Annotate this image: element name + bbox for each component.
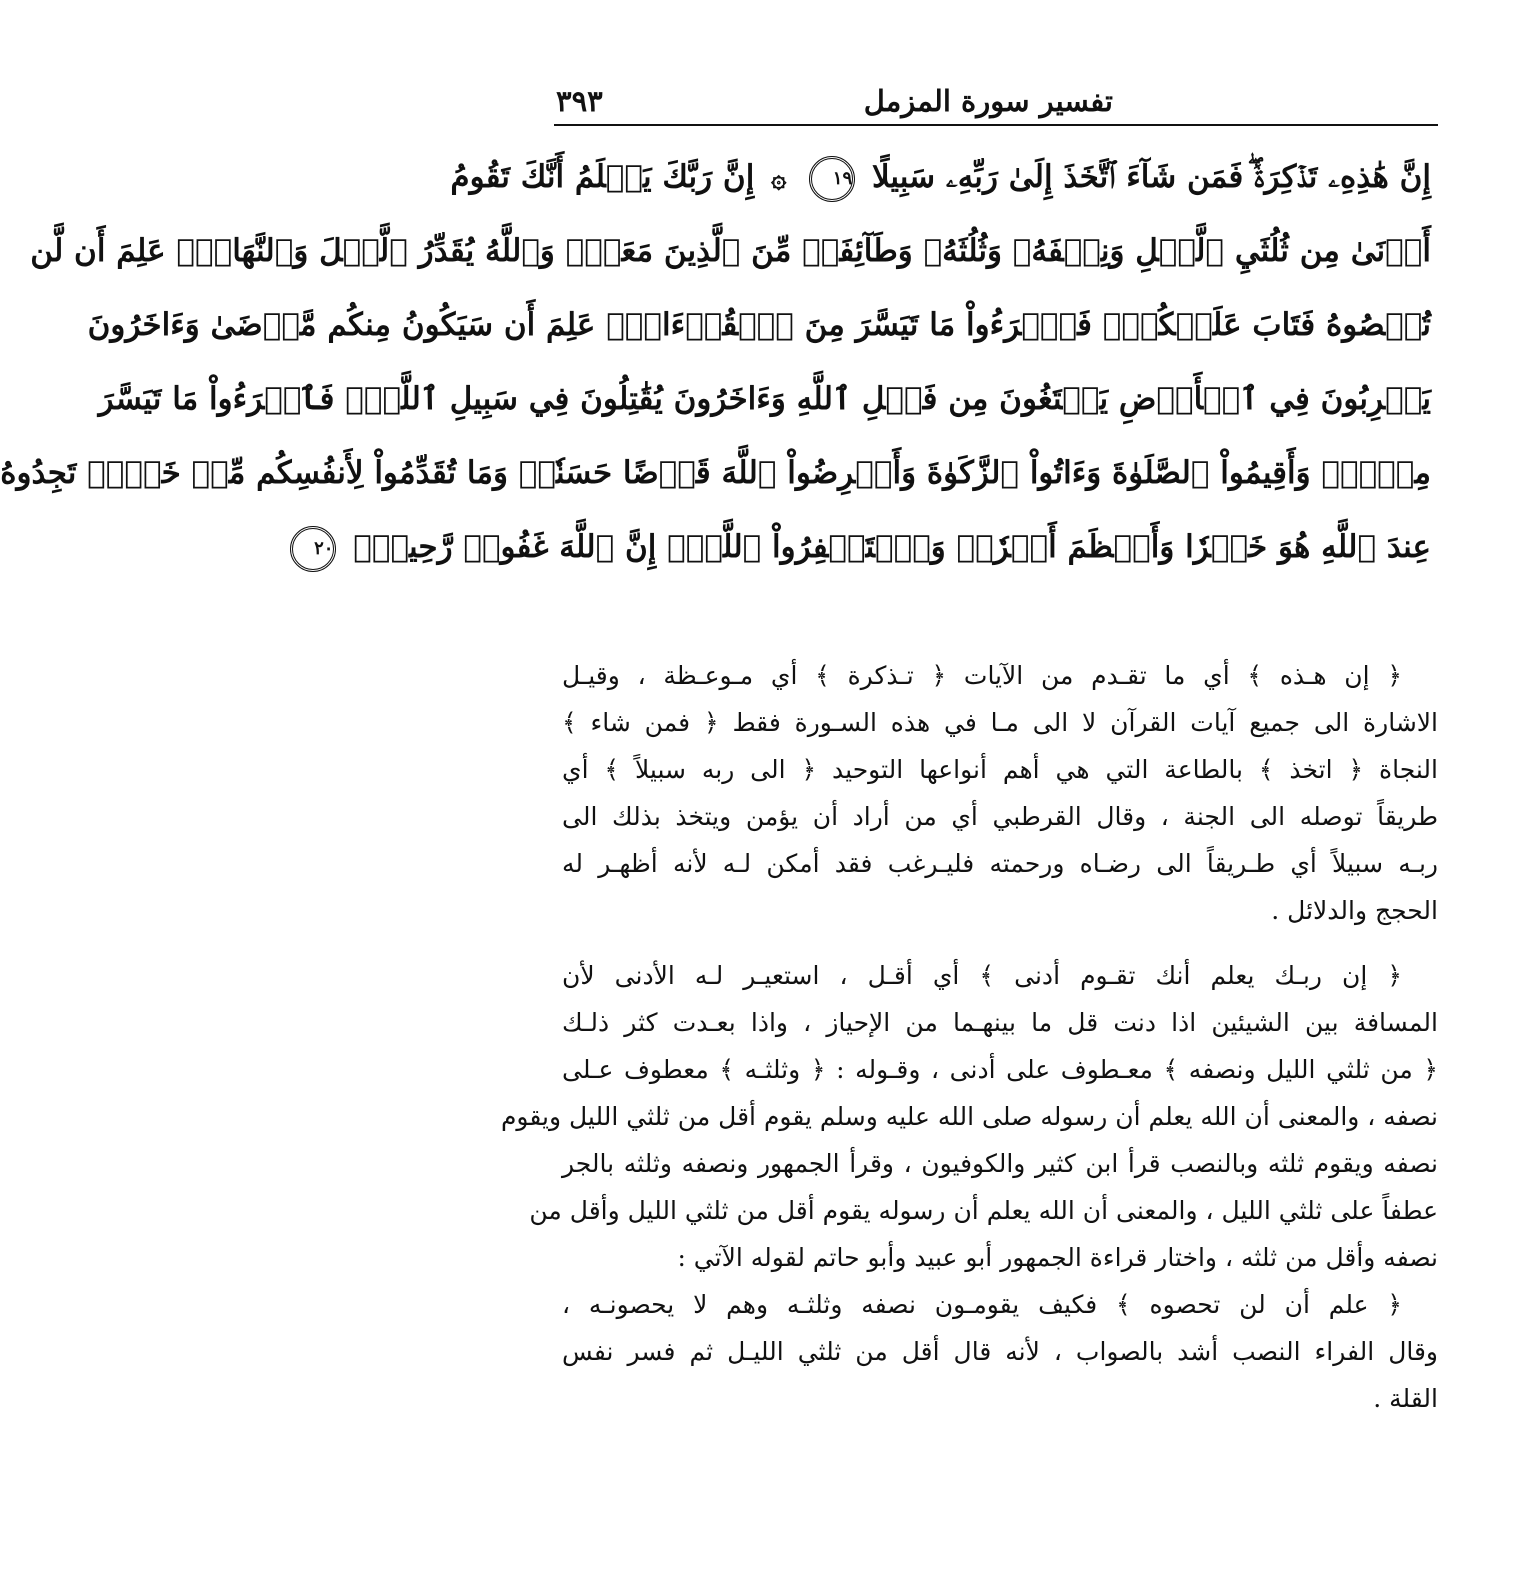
verse-text: عِندَ ٱللَّهِ هُوَ خَيۡرٗا وَأَعۡظَمَ أَجۡرٗاۚ وَٱسۡتَغۡفِرُواْ ٱللَّهَۖ إِنَّ ٱللَّهَ غَفُورٞ رَّحِيمُۢ (353, 529, 1431, 565)
commentary-line: ربـه سبيلاً أي طـريقاً الى رضـاه ورحمته فليـرغب فقد أمكن لـه لأنه أظهـر له (562, 849, 1438, 878)
verse-text: إِنَّ رَبَّكَ يَعۡلَمُ أَنَّكَ تَقُومُ (450, 159, 755, 195)
verse-line (450, 140, 1431, 214)
ayah-number-marker: ١٩ (809, 156, 855, 202)
verse-line (87, 288, 1431, 362)
commentary-line: الحجج والدلائل . (1271, 896, 1438, 925)
verse-line (98, 362, 1431, 436)
page-header (554, 82, 1438, 126)
commentary-line: ﴿ علم أن لن تحصوه ﴾ فكيف يقومـون نصفه وثلثـه وهم لا يحصونـه ، (562, 1290, 1402, 1319)
quran-verses-block (0, 140, 1431, 584)
commentary-line: ﴿ من ثلثي الليل ونصفه ﴾ معـطوف على أدنى ، وقـوله : ﴿ وثلثـه ﴾ معطوف عـلى (562, 1055, 1438, 1084)
commentary-line: وقال الفراء النصب أشد بالصواب ، لأنه قال أقل من ثلثي الليـل ثم فسر نفس (562, 1337, 1438, 1366)
commentary-line: الاشارة الى جميع آيات القرآن لا الى مـا في هذه السـورة فقط ﴿ فمن شاء ﴾ (562, 708, 1439, 737)
verse-line (0, 436, 1431, 510)
commentary-line: ﴿ إن ربـك يعلم أنك تقـوم أدنى ﴾ أي أقـل ، استعيـر لـه الأدنى لأن (562, 961, 1402, 990)
commentary-paragraph (500, 952, 1438, 1422)
commentary-line: نصفه ويقوم ثلثه وبالنصب قرأ ابن كثير والكوفيون ، وقرأ الجمهور ونصفه وثلثه بالجر (562, 1149, 1438, 1178)
ayah-number-marker: ٢٠ (290, 526, 336, 572)
commentary-line: نصفه وأقل من ثلثه ، واختار قراءة الجمهور أبو عبيد وأبو حاتم لقوله الآتي : (677, 1243, 1438, 1272)
commentary-line: عطفاً على ثلثي الليل ، والمعنى أن الله يعلم أن رسوله يقوم أقل من ثلثي الليل وأقل من (529, 1196, 1438, 1225)
page-number: ٣٩٣ (556, 84, 603, 118)
verse-text: يَضۡرِبُونَ فِي ٱلۡأَرۡضِ يَبۡتَغُونَ مِن فَضۡلِ ٱللَّهِ وَءَاخَرُونَ يُقَٰتِلُونَ فِي سَبِيلِ ٱللَّهِۖ فَٱقۡرَءُواْ مَا تَيَسَّرَ (98, 381, 1431, 417)
verse-line (314, 510, 1431, 584)
commentary-line: نصفه ، والمعنى أن الله يعلم أن رسوله صلى الله عليه وسلم يقوم أقل من ثلثي الليل ويقوم (500, 1102, 1438, 1131)
commentary-line: طريقاً توصله الى الجنة ، وقال القرطبي أي من أراد أن يؤمن ويتخذ بذلك الى (562, 802, 1438, 831)
commentary-line: المسافة بين الشيئين اذا دنت قل ما بينهـما من الإحياز ، واذا بعـدت كثر ذلـك (562, 1008, 1438, 1037)
verse-text: تُحۡصُوهُ فَتَابَ عَلَيۡكُمۡۖ فَٱقۡرَءُواْ مَا تَيَسَّرَ مِنَ ٱلۡقُرۡءَانِۚ عَلِمَ أَن سَيَكُونُ مِنكُم مَّرۡضَىٰ وَءَاخَرُونَ (87, 307, 1431, 343)
commentary-paragraph (562, 652, 1438, 934)
commentary-line: النجاة ﴿ اتخذ ﴾ بالطاعة التي هي أهم أنواعها التوحيد ﴿ الى ربه سبيلاً ﴾ أي (562, 755, 1438, 784)
commentary-line: القلة . (1373, 1384, 1438, 1413)
hizb-star-icon: ۞ (771, 164, 787, 194)
running-title: تفسير سورة المزمل (863, 84, 1113, 118)
tafsir-commentary (500, 652, 1439, 1440)
verse-text: أَدۡنَىٰ مِن ثُلُثَيِ ٱلَّيۡلِ وَنِصۡفَهُۥ وَثُلُثَهُۥ وَطَآئِفَةٞ مِّنَ ٱلَّذِينَ مَعَكَۚ وَٱللَّهُ يُقَدِّرُ ٱلَّيۡلَ وَٱلنَّهَارَۚ عَلِمَ أَن لَّن (30, 233, 1431, 269)
commentary-line: ﴿ إن هـذه ﴾ أي ما تقـدم من الآيات ﴿ تـذكرة ﴾ أي مـوعـظة ، وقيـل (562, 661, 1402, 690)
verse-text: مِنۡهُۚ وَأَقِيمُواْ ٱلصَّلَوٰةَ وَءَاتُواْ ٱلزَّكَوٰةَ وَأَقۡرِضُواْ ٱللَّهَ قَرۡضًا حَسَنٗاۚ وَمَا تُقَدِّمُواْ لِأَنفُسِكُم مِّنۡ خَيۡرٖ تَجِدُوهُ (0, 455, 1431, 491)
header-divider (554, 124, 1438, 126)
verse-text: إِنَّ هَٰذِهِۦ تَذۡكِرَةٞۖ فَمَن شَآءَ ٱتَّخَذَ إِلَىٰ رَبِّهِۦ سَبِيلًا (871, 159, 1431, 195)
verse-line (30, 214, 1431, 288)
